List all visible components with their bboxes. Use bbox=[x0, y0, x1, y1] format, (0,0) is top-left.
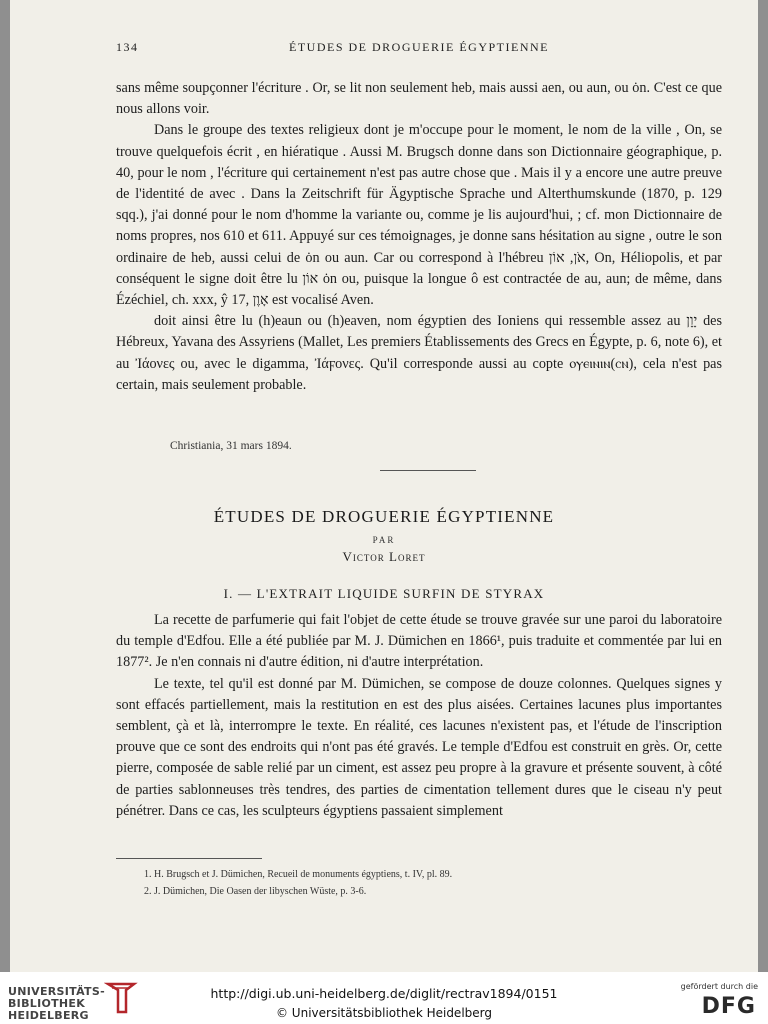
article-body bbox=[116, 610, 722, 822]
copyright-notice: © Universitätsbibliothek Heidelberg bbox=[275, 1006, 492, 1020]
continuation-paragraph-3: doit ainsi être lu (h)eaun ou (h)eaven, nom égyptien des Ioniens qui ressemble assez au יָוָן des Hébreux, Yavana des Assyriens (Mallet, Les premiers Établissements des Grecs en Égypte, p. 6, note 6), et au Ἰάονες ou, avec le digamma, Ἰάϝονες. Qu'il corresponde aussi au copte ⲟⲩⲉⲓⲛⲓⲛ(ⲥⲛ), cela n'est pas certain, mais seulement probable. bbox=[116, 313, 722, 393]
dateline: Christiania, 31 mars 1894. bbox=[170, 440, 292, 452]
continuation-paragraph-2: Dans le groupe des textes religieux dont je m'occupe pour le moment, le nom de la ville , On, se trouve quelquefois écrit , en hiératique . Aussi M. Brugsch donne dans son Dictionnaire géographique, p. 40, pour le nom , l'écriture qui certainement n'est pas autre chose que . Mais il y a encore une autre preuve de l'identité de avec . Dans la Zeitschrift für Ägyptische Sprache und Alterthumskunde (1870, p. 129 sqq.), j'ai donné pour le nom d'homme la variante ou, comme je lis aujourd'hui, ; cf. mon Dictionnaire de noms propres, nos 610 et 611. Appuyé sur ces témoignages, je donne sans hésitation au signe , outre le son ordinaire de heb, aussi celui de ȯn ou aun. Car ou correspond à l'hébreu אֹן, אוֹן, On, Héliopolis, et par conséquent le signe doit être lu אוֹן ȯn ou, puisque la longue ô est contractée de au, aun; de même, dans Ézéchiel, ch. xxx, ŷ 17, אָוֶן est vocalisé Aven. bbox=[116, 122, 722, 309]
continuation-line: sans même soupçonner l'écriture . Or, se lit non seulement heb, mais aussi aen, ou aun, ou ȯn. C'est ce que nous allons voir. bbox=[116, 80, 722, 118]
footnotes bbox=[144, 866, 452, 900]
library-name: UNIVERSITÄTS- BIBLIOTHEK HEIDELBERG bbox=[8, 985, 105, 1022]
running-title: ÉTUDES DE DROGUERIE ÉGYPTIENNE bbox=[289, 40, 549, 54]
byline-par: PAR bbox=[372, 535, 396, 545]
source-url-link[interactable]: http://digi.ub.uni-heidelberg.de/diglit/rectrav1894/0151 bbox=[210, 986, 558, 1001]
footnote-rule bbox=[116, 858, 262, 859]
book-page bbox=[10, 0, 758, 972]
footnote-1: 1. H. Brugsch et J. Dümichen, Recueil de monuments égyptiens, t. IV, pl. 89. bbox=[144, 869, 453, 880]
continuation-text bbox=[116, 78, 722, 396]
page-number: 134 bbox=[116, 40, 139, 54]
dfg-logo: DFG bbox=[701, 994, 756, 1019]
article-paragraph-1: La recette de parfumerie qui fait l'objet de cette étude se trouve gravée sur une paroi du laboratoire du temple d'Edfou. Elle a été publiée par M. J. Dümichen en 1866¹, puis traduite et commentée par lui en 1877². Je n'en connais ni d'autre édition, ni d'autre interprétation. bbox=[116, 612, 722, 671]
section-heading: I. — L'EXTRAIT LIQUIDE SURFIN DE STYRAX bbox=[223, 586, 545, 601]
article-author: Victor Loret bbox=[342, 549, 426, 564]
footnote-2: 2. J. Dümichen, Die Oasen der libyschen Wüste, p. 3-6. bbox=[144, 886, 367, 897]
article-paragraph-2: Le texte, tel qu'il est donné par M. Dümichen, se compose de douze colonnes. Quelques signes y sont effacés partiellement, mais la restitution en est des plus aisées. Certaines lacunes plus importantes semblent, çà et là, interrompre le texte. En réalité, ces lacunes n'existent pas, et l'étude de l'inscription prouve que ce sont des endroits qui n'ont pas été gravés. Le temple d'Edfou est construit en grès. Or, cette pierre, composée de sable relié par un ciment, est assez peu propre à la gravure et présente souvent, à côté de parties sablonneuses très tendres, des parties de cimentation tellement dures que le ciseau n'y peut pénétrer. Dans ce cas, les sculpteurs égyptiens passaient simplement bbox=[116, 675, 722, 819]
running-header bbox=[116, 40, 722, 60]
article-title: ÉTUDES DE DROGUERIE ÉGYPTIENNE bbox=[213, 507, 555, 526]
section-divider bbox=[380, 470, 476, 471]
digitization-footer bbox=[0, 972, 768, 1024]
funding-note: gefördert durch die bbox=[680, 982, 758, 991]
